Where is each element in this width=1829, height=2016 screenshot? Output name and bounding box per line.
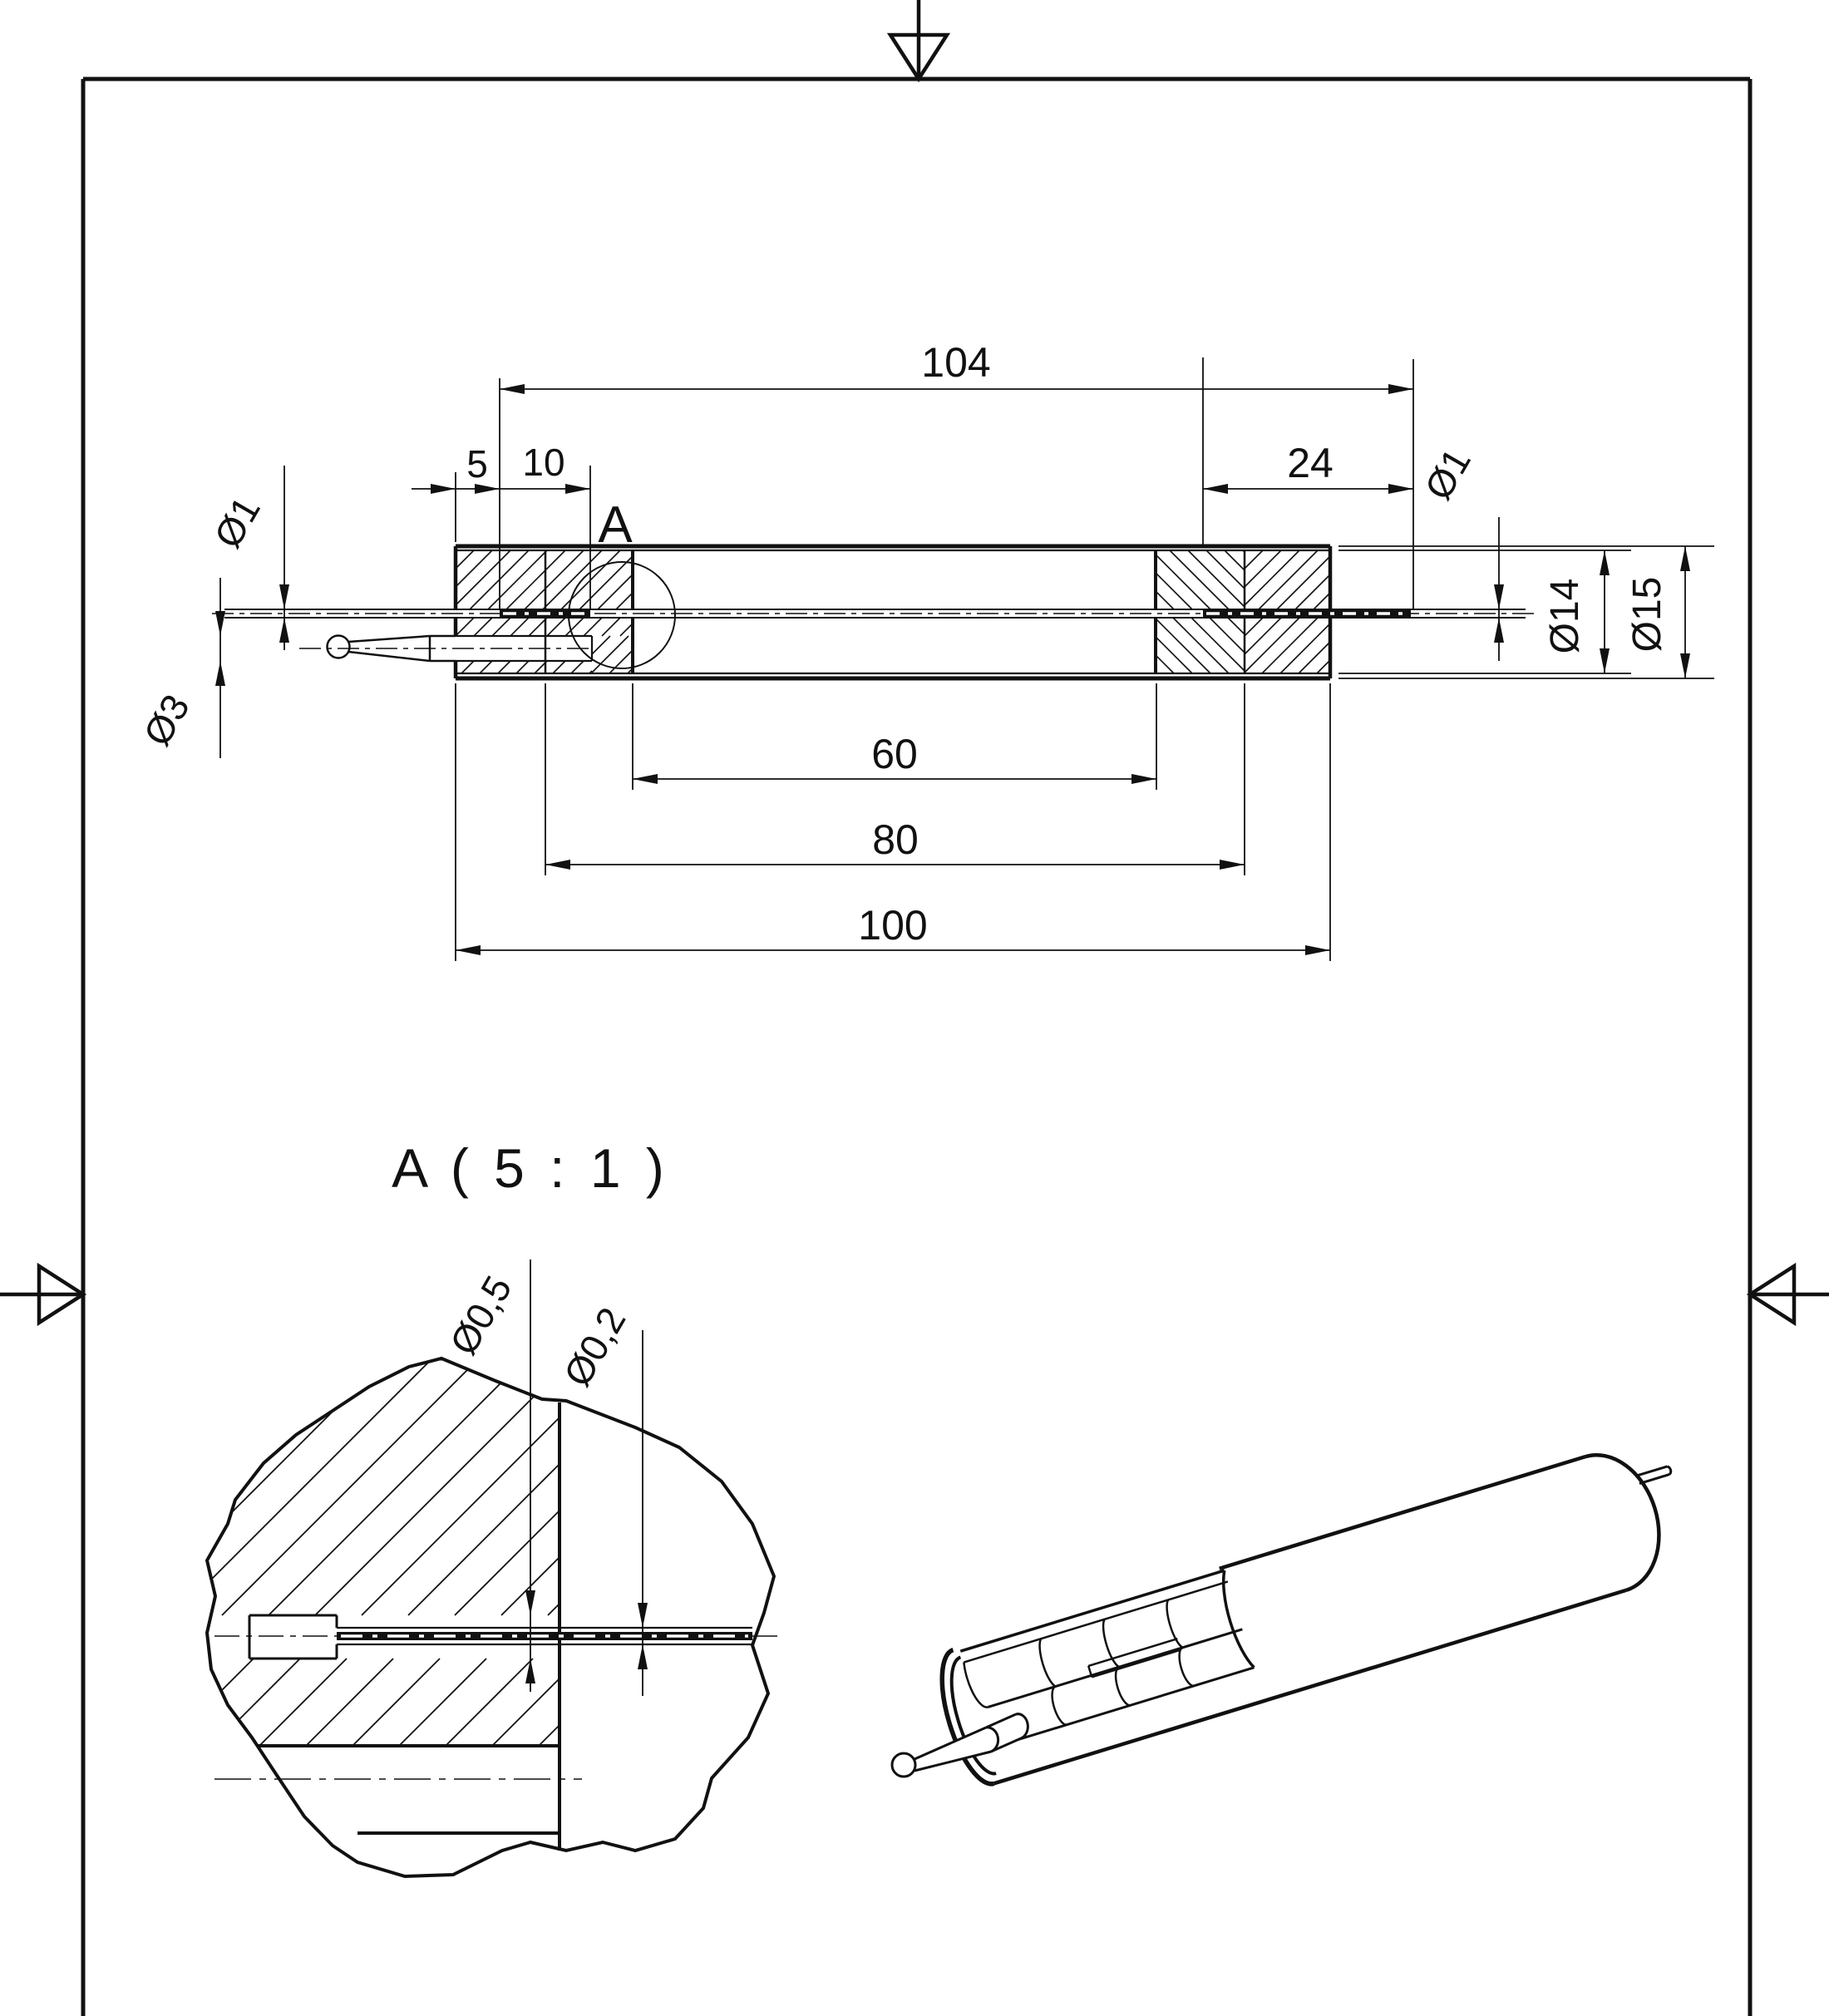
dim-24: 24: [1287, 440, 1334, 486]
detail-hatching: [207, 1351, 560, 1746]
dia-wire-left-label: Ø1: [205, 489, 269, 555]
detail-break-outline: [207, 1358, 774, 1876]
centering-mark-top-icon: [890, 0, 947, 79]
dia-bore-label: Ø14: [1543, 578, 1587, 654]
detail-geometry: [214, 1402, 780, 1851]
end-plugs: [545, 550, 1245, 673]
dia-wire-right-label: Ø1: [1416, 441, 1480, 507]
detail-view-title: A ( 5 : 1 ): [392, 1137, 669, 1199]
dim-100: 100: [858, 902, 928, 949]
centering-mark-right-icon: [1750, 1266, 1829, 1323]
dim-104: 104: [921, 339, 991, 386]
centering-mark-left-icon: [0, 1266, 83, 1323]
dim-10: 10: [522, 441, 565, 484]
main-section-view: [135, 339, 1714, 961]
detail-marker-label: A: [598, 496, 633, 554]
dim-5: 5: [466, 442, 488, 486]
dia-outer-label: Ø15: [1625, 576, 1669, 653]
isometric-view: [892, 1434, 1700, 1791]
dim-80: 80: [872, 816, 919, 863]
extension-lines: [456, 357, 1714, 961]
detail-view-a: [207, 1137, 780, 1876]
dia-stylus-label: Ø3: [135, 687, 199, 753]
dia-hole-detail-label: Ø0,5: [441, 1268, 520, 1363]
dim-60: 60: [871, 731, 918, 777]
ball-stylus: [299, 636, 594, 662]
dia-wire-detail-label: Ø0,2: [555, 1299, 634, 1394]
internal-wire: [212, 609, 1536, 618]
